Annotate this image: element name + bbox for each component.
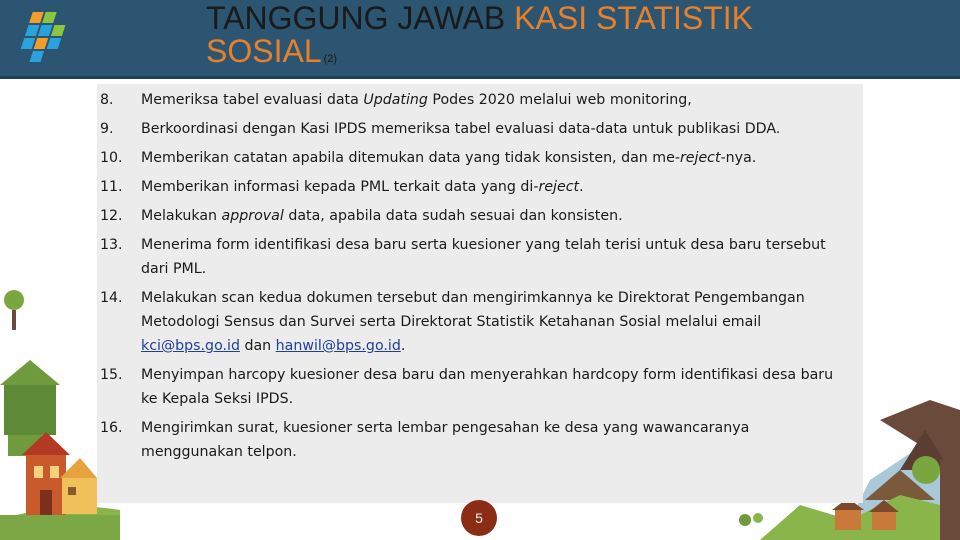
text-run: dan [239, 338, 276, 354]
italic-term: reject [538, 179, 580, 195]
text-run: data, apabila data sudah sesuai dan konsisten. [283, 208, 623, 224]
list-item-text [141, 92, 692, 108]
list-item [100, 204, 850, 228]
text-run: Podes 2020 melalui web monitoring, [427, 92, 692, 108]
text-run: -nya. [720, 150, 757, 166]
list-item-number: 9. [100, 121, 114, 137]
italic-term: reject [679, 150, 721, 166]
italic-term: approval [221, 208, 284, 224]
list-item-number: 15. [100, 367, 123, 383]
email-link[interactable]: hanwil@bps.go.id [275, 338, 401, 354]
list-item-text [141, 208, 623, 224]
list-item [100, 117, 850, 141]
text-run: . [400, 338, 406, 354]
list-item [100, 175, 850, 199]
list-item-number: 10. [100, 150, 123, 166]
list-item [100, 363, 850, 411]
list-item-text [141, 420, 749, 460]
email-link[interactable]: kci@bps.go.id [141, 338, 240, 354]
text-run: Melakukan [141, 208, 222, 224]
list-item [100, 233, 850, 281]
title-accent: KASI STATISTIK [514, 0, 754, 36]
list-item-number: 16. [100, 420, 123, 436]
text-run: Menyimpan harcopy kuesioner desa baru dan menyerahkan hardcopy form identifikasi desa baru ke Kepala Seksi IPDS. [141, 367, 834, 407]
text-run: Memberikan informasi kepada PML terkait data yang di- [141, 179, 539, 195]
italic-term: Updating [363, 92, 428, 108]
task-list [100, 88, 850, 469]
text-run: Menerima form identifikasi desa baru serta kuesioner yang telah terisi untuk desa baru tersebut dari PML. [141, 237, 826, 277]
text-run: Memeriksa tabel evaluasi data [141, 92, 364, 108]
text-run: Memberikan catatan apabila ditemukan data yang tidak konsisten, dan me- [141, 150, 680, 166]
list-item [100, 146, 850, 170]
list-item-text [141, 367, 833, 407]
text-run: . [579, 179, 584, 195]
text-run: Mengirimkan surat, kuesioner serta lembar pengesahan ke desa yang wawancaranya menggunakan telpon. [141, 420, 750, 460]
list-item [100, 88, 850, 112]
list-item-number: 13. [100, 237, 123, 253]
list-item-text [141, 237, 826, 277]
title-suffix: (2) [323, 53, 338, 65]
list-item-text [141, 150, 756, 166]
list-item-number: 8. [100, 92, 114, 108]
list-item-text [141, 179, 584, 195]
list-item-number: 11. [100, 179, 123, 195]
list-item-number: 12. [100, 208, 123, 224]
list-item-text [141, 121, 780, 137]
page-number-badge: 5 [461, 500, 497, 536]
list-item-text [141, 290, 805, 354]
title-part-1: TANGGUNG JAWAB [206, 0, 515, 36]
list-item [100, 286, 850, 358]
text-run: Melakukan scan kedua dokumen tersebut dan mengirimkannya ke Direktorat Pengembangan Metodologi Sensus dan Survei serta Direktorat Statistik Ketahanan Sosial melalui email [141, 290, 805, 330]
list-item [100, 416, 850, 464]
list-item-number: 14. [100, 290, 123, 306]
title-line-2-text: SOSIAL [206, 33, 322, 69]
text-run: Berkoordinasi dengan Kasi IPDS memeriksa tabel evaluasi data-data untuk publikasi DDA. [141, 121, 781, 137]
